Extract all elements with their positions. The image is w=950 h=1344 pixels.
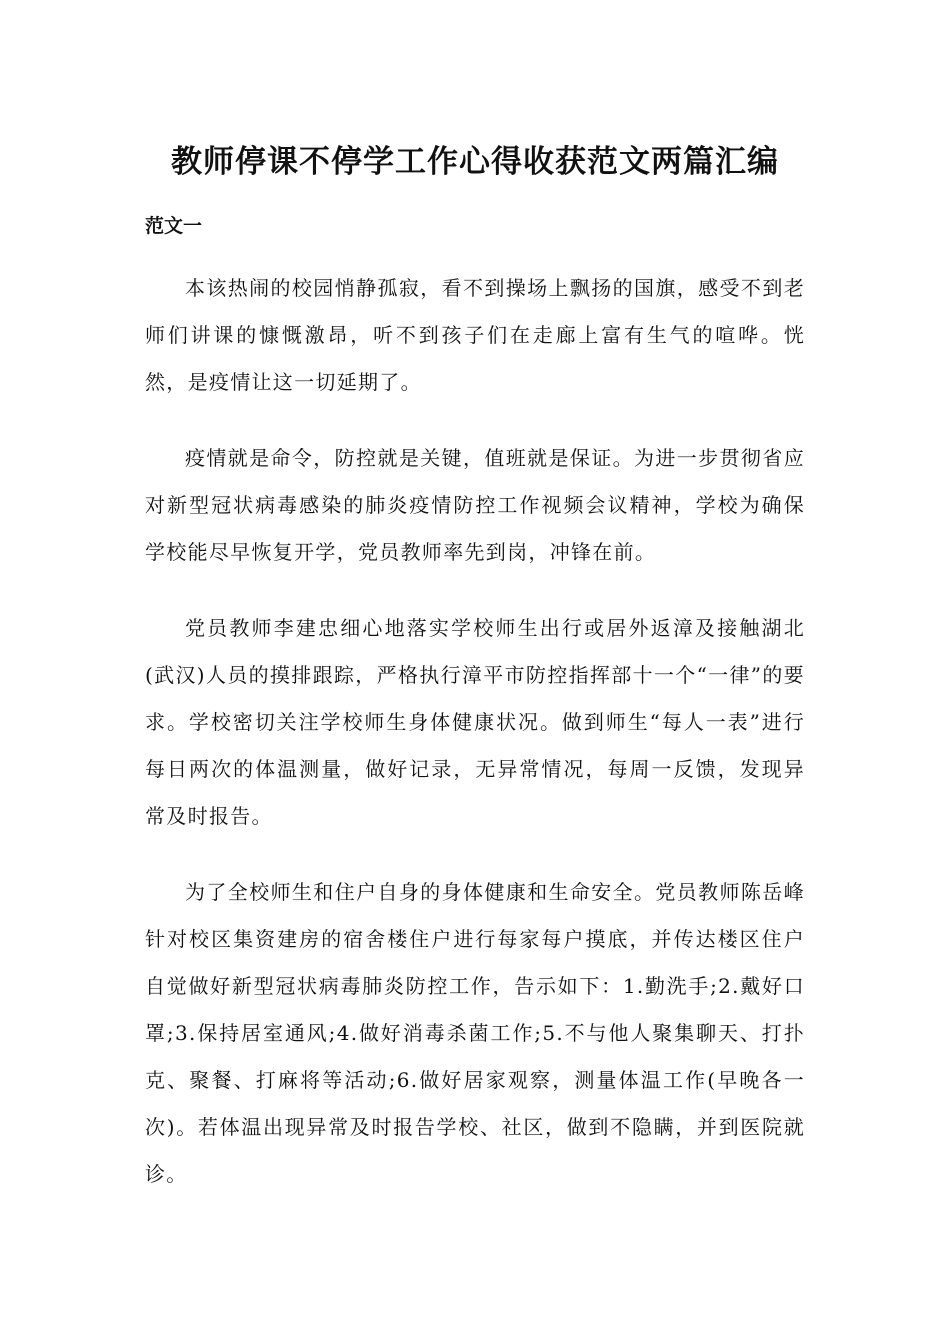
body-text	[145, 265, 805, 1227]
document-title: 教师停课不停学工作心得收获范文两篇汇编	[171, 144, 779, 180]
paragraph: 本该热闹的校园悄静孤寂，看不到操场上飘扬的国旗，感受不到老师们讲课的慷慨激昂，听不到孩子们在走廊上富有生气的喧哗。恍然，是疫情让这一切延期了。	[145, 276, 805, 394]
section-heading: 范文一	[145, 215, 203, 237]
paragraph: 为了全校师生和住户自身的身体健康和生命安全。党员教师陈岳峰针对校区集资建房的宿舍楼住户进行每家每户摸底，并传达楼区住户自觉做好新型冠状病毒肺炎防控工作，告示如下：1.勤洗手;2.戴好口罩;3.保持居室通风;4.做好消毒杀菌工作;5.不与他人聚集聊天、打扑克、聚餐、打麻将等活动;6.做好居家观察，测量体温工作(早晚各一次)。若体温出现异常及时报告学校、社区，做到不隐瞒，并到医院就诊。	[145, 880, 805, 1186]
paragraph: 党员教师李建忠细心地落实学校师生出行或居外返漳及接触湖北(武汉)人员的摸排跟踪，严格执行漳平市防控指挥部十一个“一律”的要求。学校密切关注学校师生身体健康状况。做到师生“每人一表”进行每日两次的体温测量，做好记录，无异常情况，每周一反馈，发现异常及时报告。	[145, 616, 805, 828]
paragraph: 疫情就是命令，防控就是关键，值班就是保证。为进一步贯彻省应对新型冠状病毒感染的肺炎疫情防控工作视频会议精神，学校为确保学校能尽早恢复开学，党员教师率先到岗，冲锋在前。	[145, 446, 805, 564]
